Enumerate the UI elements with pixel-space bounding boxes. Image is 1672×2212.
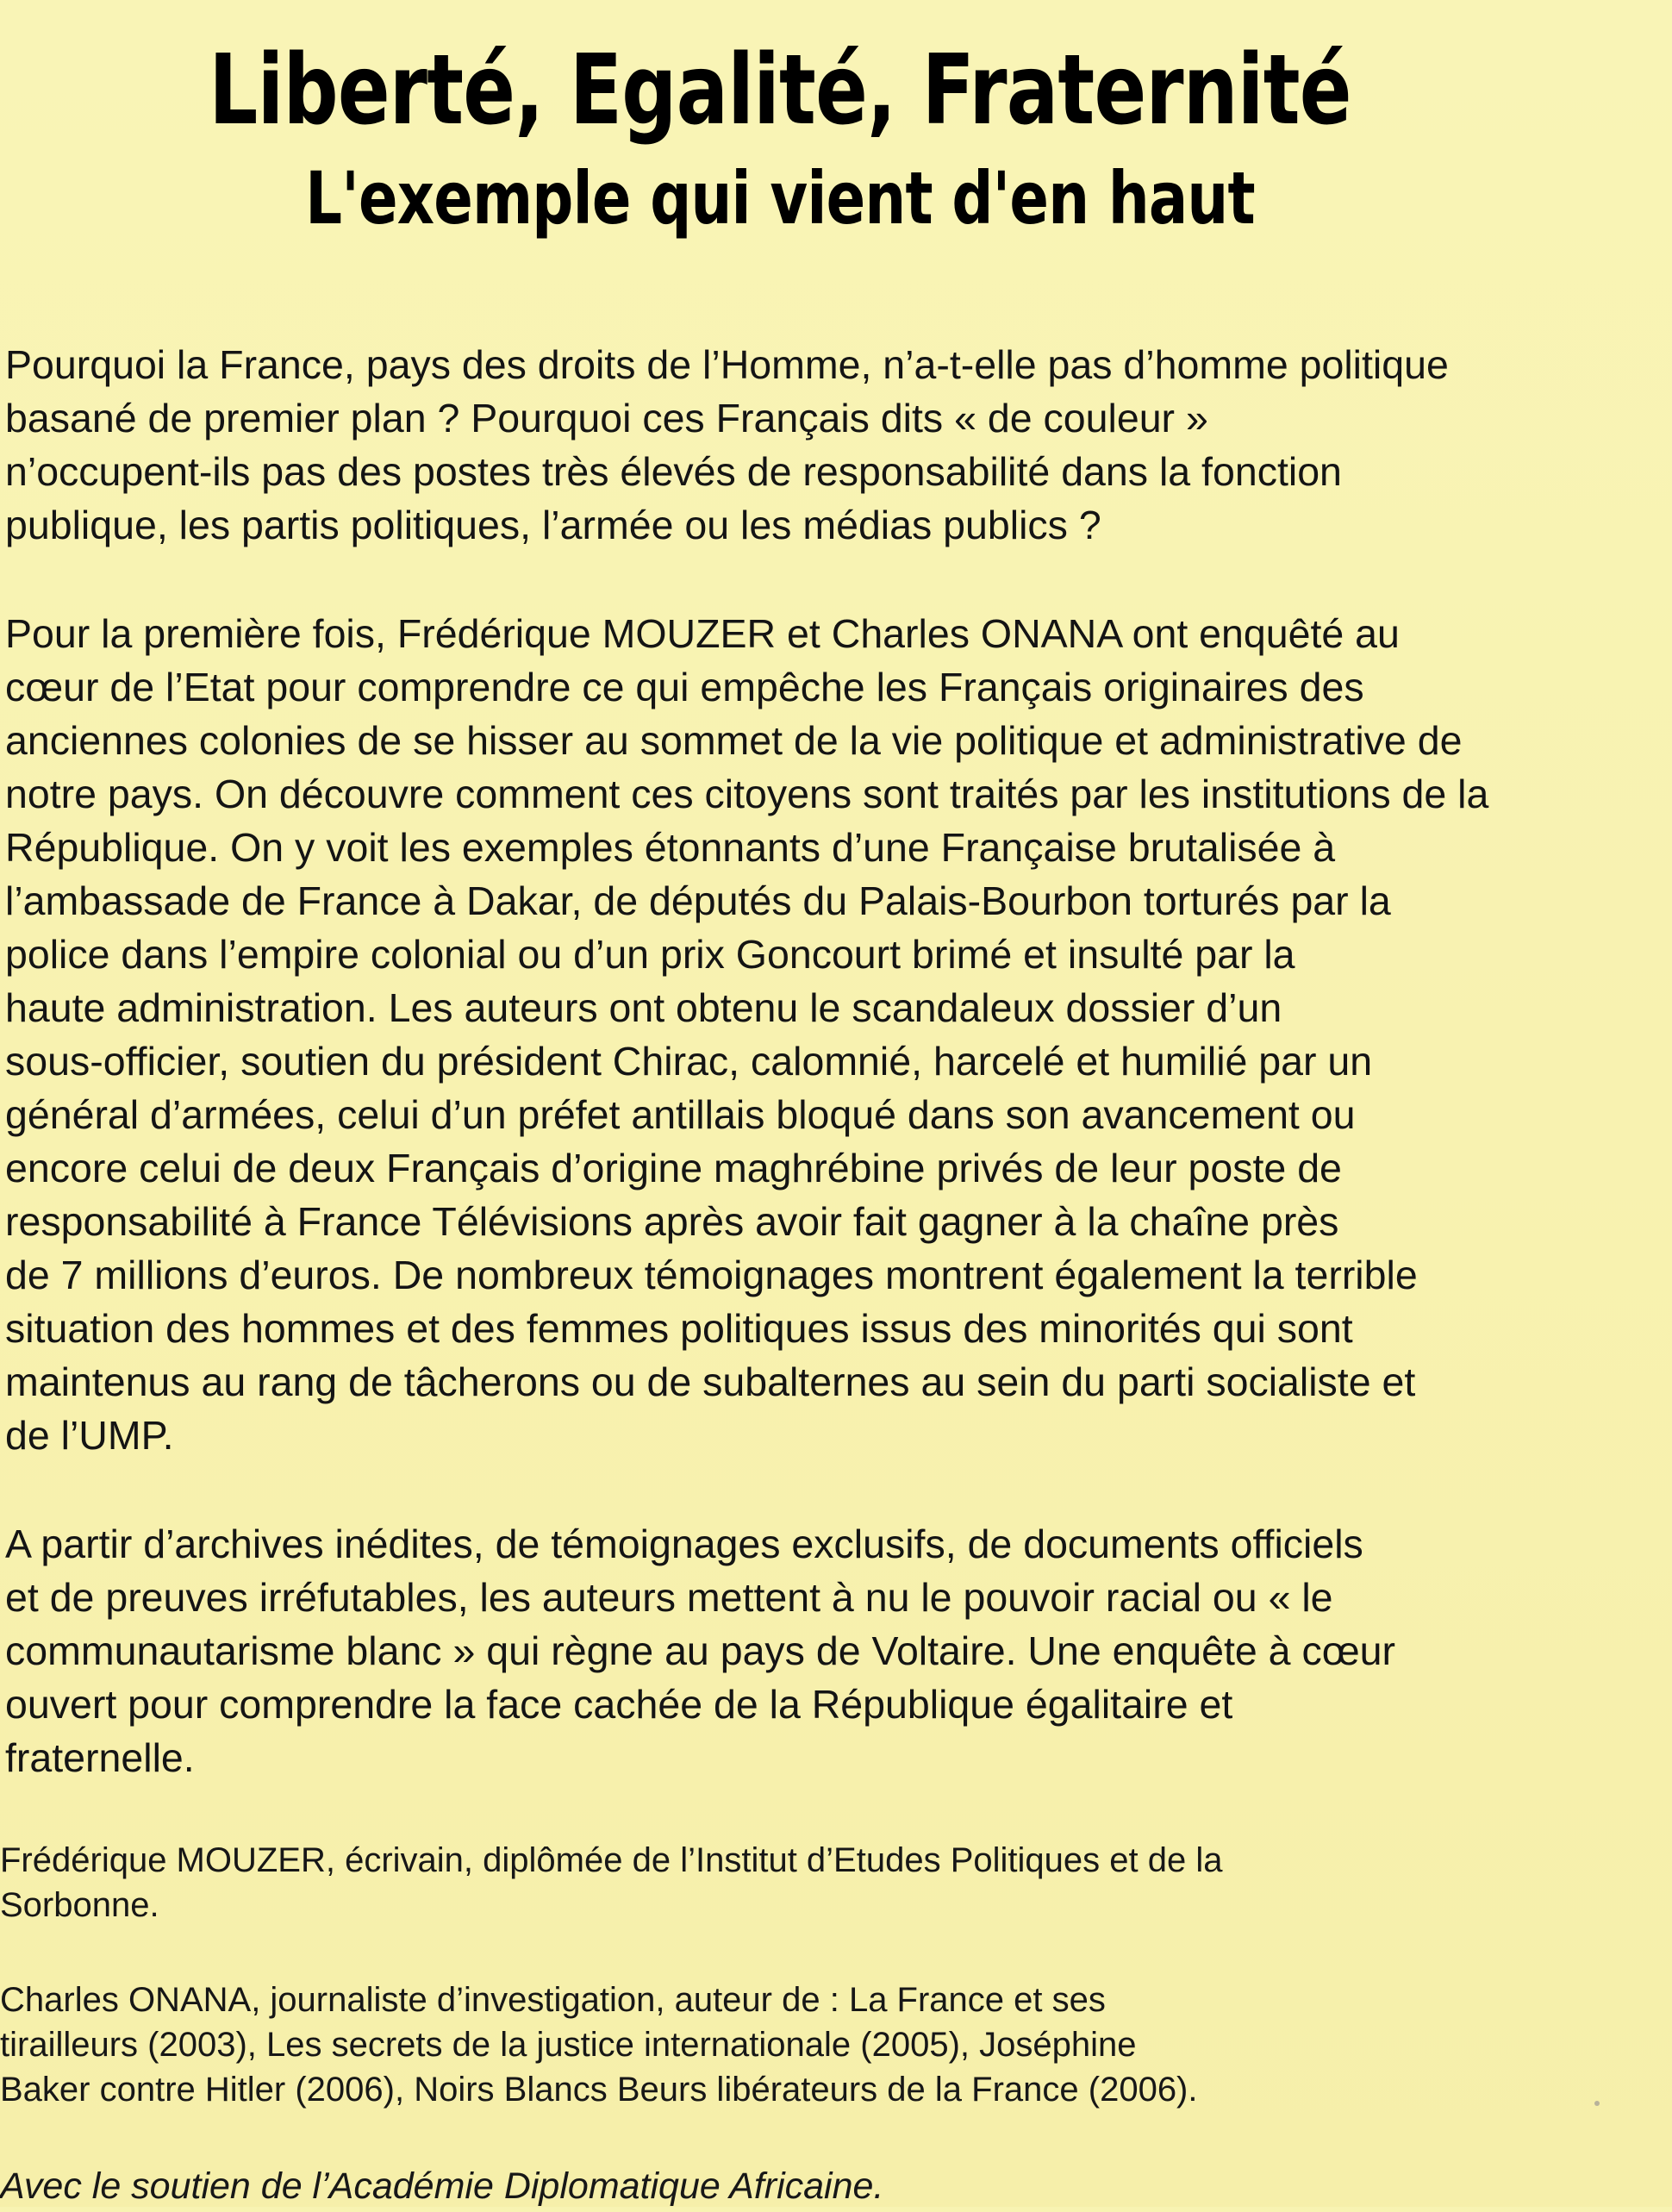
text-line: notre pays. On découvre comment ces citoyens sont traités par les institutions de la: [5, 772, 1489, 816]
text-line: cœur de l’Etat pour comprendre ce qui empêche les Français originaires des: [5, 665, 1364, 709]
text-line: Sorbonne.: [0, 1886, 159, 1924]
text-line: tirailleurs (2003), Les secrets de la justice internationale (2005), Joséphine: [0, 2026, 1137, 2064]
support-credit: Avec le soutien de l’Académie Diplomatique Africaine.: [0, 2165, 884, 2207]
author-bio-onana: [0, 1978, 1465, 2112]
text-line: général d’armées, celui d’un préfet antillais bloqué dans son avancement ou: [5, 1092, 1356, 1137]
text-line: maintenus au rang de tâcherons ou de subalternes au sein du parti socialiste et: [5, 1359, 1416, 1404]
text-line: de 7 millions d’euros. De nombreux témoignages montrent également la terrible: [5, 1253, 1418, 1297]
text-line: Frédérique MOUZER, écrivain, diplômée de l’Institut d’Etudes Politiques et de la: [0, 1841, 1223, 1879]
text-line: communautarisme blanc » qui règne au pays de Voltaire. Une enquête à cœur: [5, 1628, 1395, 1673]
text-line: Baker contre Hitler (2006), Noirs Blancs Beurs libérateurs de la France (2006).: [0, 2071, 1198, 2109]
text-line: situation des hommes et des femmes politiques issus des minorités qui sont: [5, 1306, 1353, 1351]
text-line: haute administration. Les auteurs ont obtenu le scandaleux dossier d’un: [5, 985, 1282, 1030]
text-line: et de preuves irréfutables, les auteurs mettent à nu le pouvoir racial ou « le: [5, 1575, 1333, 1620]
text-line: fraternelle.: [5, 1735, 195, 1780]
author-bio-mouzer: [0, 1838, 1465, 1928]
text-line: basané de premier plan ? Pourquoi ces Français dits « de couleur »: [5, 396, 1208, 441]
text-line: encore celui de deux Français d’origine maghrébine privés de leur poste de: [5, 1146, 1342, 1190]
text-line: sous-officier, soutien du président Chirac, calomnié, harcelé et humilié par un: [5, 1039, 1373, 1084]
text-line: République. On y voit les exemples étonnants d’une Française brutalisée à: [5, 825, 1336, 870]
text-line: police dans l’empire colonial ou d’un prix Goncourt brimé et insulté par la: [5, 932, 1295, 977]
text-line: de l’UMP.: [5, 1413, 174, 1458]
text-line: Pourquoi la France, pays des droits de l’Homme, n’a-t-elle pas d’homme politique: [5, 342, 1449, 387]
text-line: l’ambassade de France à Dakar, de députés du Palais-Bourbon torturés par la: [5, 878, 1391, 923]
text-line: anciennes colonies de se hisser au sommet de la vie politique et administrative de: [5, 718, 1463, 763]
text-line: responsabilité à France Télévisions après avoir fait gagner à la chaîne près: [5, 1199, 1339, 1244]
blurb-paragraph-3: [5, 1517, 1664, 1784]
book-subtitle: L'exemple qui vient d'en haut: [305, 156, 1255, 241]
text-line: Pour la première fois, Frédérique MOUZER et Charles ONANA ont enquêté au: [5, 611, 1400, 656]
text-line: A partir d’archives inédites, de témoignages exclusifs, de documents officiels: [5, 1522, 1363, 1566]
book-title: Liberté, Egalité, Fraternité: [209, 34, 1351, 147]
paper-speck: [1594, 2101, 1600, 2106]
text-line: n’occupent-ils pas des postes très élevés de responsabilité dans la fonction: [5, 449, 1342, 494]
blurb-paragraph-2: [5, 607, 1664, 1462]
text-line: Charles ONANA, journaliste d’investigation, auteur de : La France et ses: [0, 1981, 1106, 2019]
text-line: publique, les partis politiques, l’armée ou les médias publics ?: [5, 503, 1101, 547]
text-line: ouvert pour comprendre la face cachée de la République égalitaire et: [5, 1682, 1233, 1727]
blurb-paragraph-1: [5, 338, 1664, 552]
